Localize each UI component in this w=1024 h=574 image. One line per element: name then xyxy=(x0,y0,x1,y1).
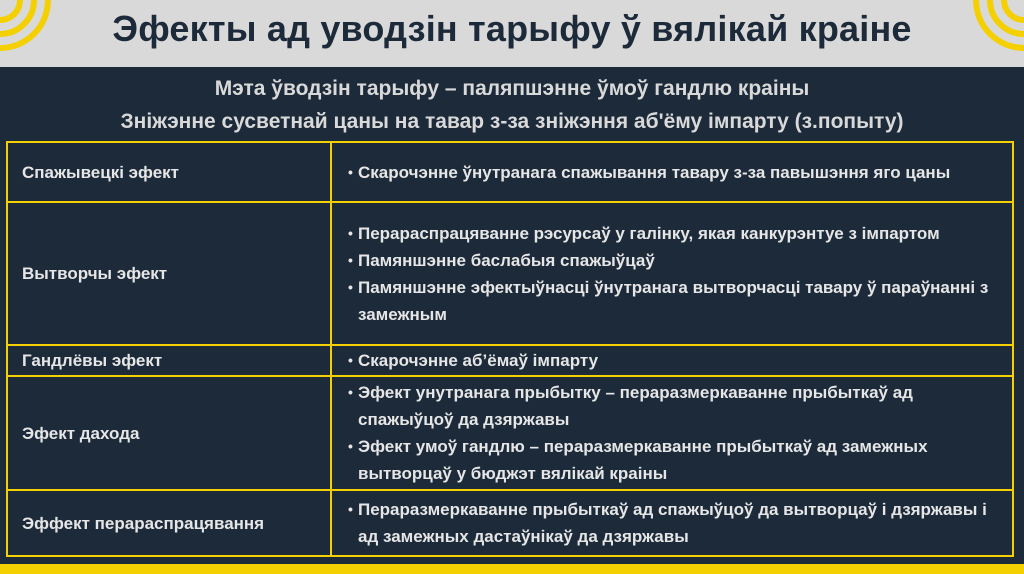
bullet-list xyxy=(348,379,992,487)
bullet-item: • Эфект умоў гандлю – пераразмеркаванне прыбыткаў ад замежных вытворцаў у бюджэт вялікай краіны xyxy=(348,433,992,487)
effect-description xyxy=(331,142,1013,202)
bullet-list xyxy=(348,220,992,328)
table-row xyxy=(7,202,1013,345)
bullet-item: • Пераразмеркаванне прыбыткаў ад спажыўцоў да вытворцаў і дзяржавы і ад замежных дастаўнікаў да дзяржавы xyxy=(348,496,992,550)
bullet-item: • Скарочэнне ўнутранага спажывання тавару з-за павышэння яго цаны xyxy=(348,159,992,186)
effect-name: Спажывецкі эфект xyxy=(7,142,331,202)
table-row xyxy=(7,490,1013,556)
effect-name: Гандлёвы эфект xyxy=(7,345,331,376)
effect-name: Эффект перараспрацявання xyxy=(7,490,331,556)
concentric-arcs-icon xyxy=(964,0,1024,67)
effect-description xyxy=(331,202,1013,345)
effect-name: Эфект дахода xyxy=(7,376,331,490)
table-row xyxy=(7,142,1013,202)
table-row xyxy=(7,376,1013,490)
bullet-item: • Скарочэнне аб’ёмаў імпарту xyxy=(348,347,992,374)
footer-accent-bar xyxy=(0,564,1024,574)
slide-header xyxy=(0,0,1024,67)
bullet-item: • Памяншэнне эфектыўнасці ўнутранага вытворчасці тавару ў параўнанні з замежным xyxy=(348,274,992,328)
bullet-list xyxy=(348,347,992,374)
subtitle-goal: Мэта ўводзін тарыфу – паляпшэнне ўмоў гандлю краіны xyxy=(214,77,810,100)
effect-description xyxy=(331,376,1013,490)
slide-title: Эфекты ад уводзін тарыфу ў вялікай краіне xyxy=(112,8,912,49)
effect-description xyxy=(331,490,1013,556)
bullet-item: • Эфект унутранага прыбытку – пераразмеркаванне прыбыткаў ад спажыўцоў да дзяржавы xyxy=(348,379,992,433)
bullet-item: • Перараспрацяванне рэсурсаў у галінку, якая канкурэнтуе з імпартом xyxy=(348,220,992,247)
effect-name: Вытворчы эфект xyxy=(7,202,331,345)
effects-table xyxy=(6,141,1014,557)
bullet-list xyxy=(348,496,992,550)
table-row xyxy=(7,345,1013,376)
bullet-item: • Памяншэнне баслабыя спажыўцаў xyxy=(348,247,992,274)
bullet-list xyxy=(348,159,992,186)
subtitle-price-effect: Зніжэнне сусветнай цаны на тавар з-за зніжэння аб'ёму імпарту (з.попыту) xyxy=(120,110,904,133)
effect-description xyxy=(331,345,1013,376)
